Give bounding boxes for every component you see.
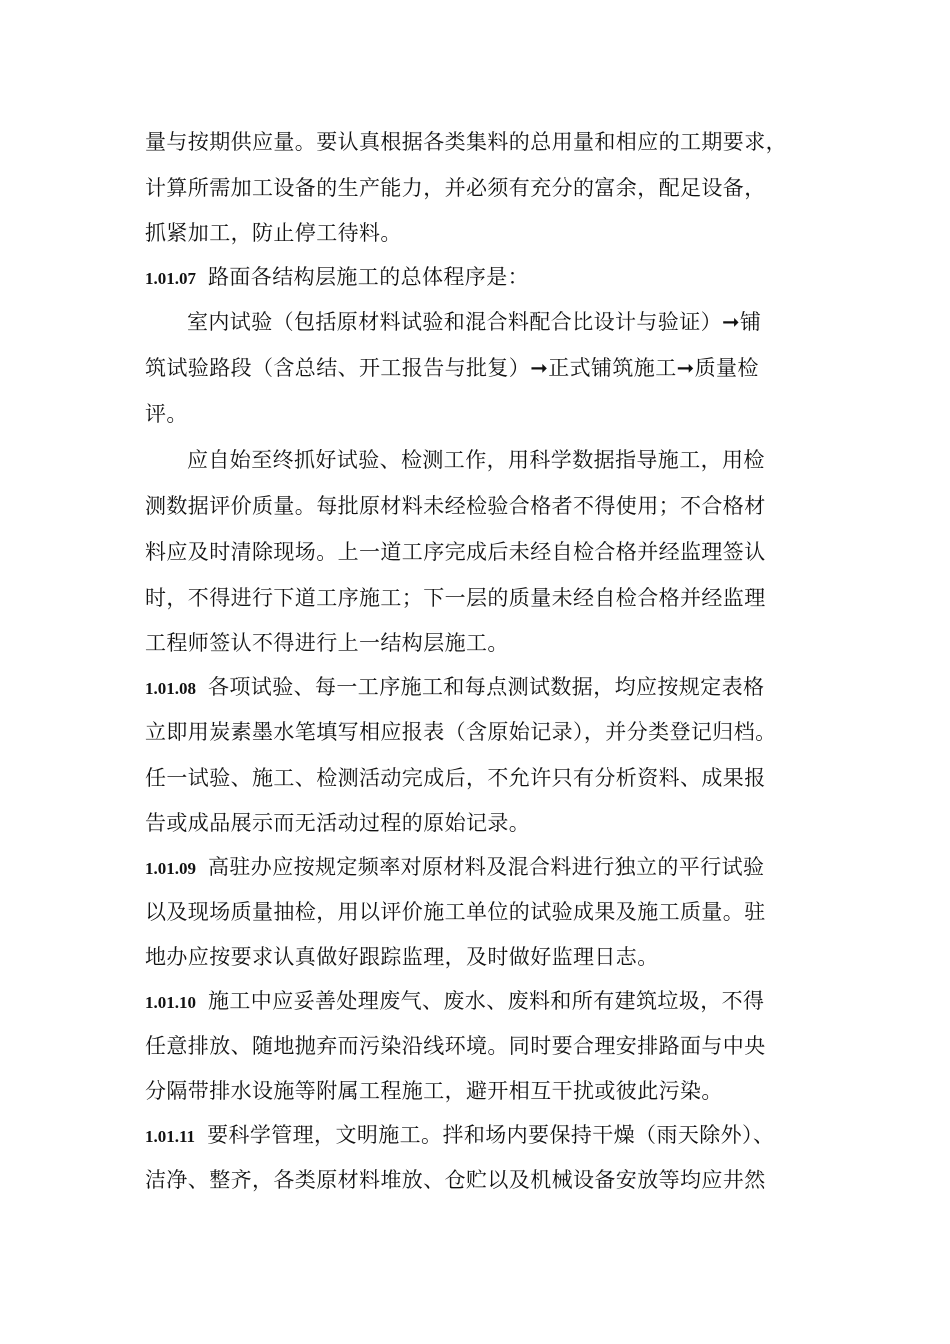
- section-text: 施工中应妥善处理废气、废水、废料和所有建筑垃圾，不得: [208, 989, 765, 1013]
- section-1-01-08-first-line: [145, 665, 835, 709]
- section-number: 1.01.10: [145, 993, 196, 1012]
- text-line: 量与按期供应量。要认真根据各类集料的总用量和相应的工期要求，: [145, 130, 787, 154]
- text-line: 以及现场质量抽检，用以评价施工单位的试验成果及施工质量。驻: [145, 900, 766, 924]
- section-number: 1.01.11: [145, 1127, 196, 1146]
- text-line: 筑试验路段（含总结、开工报告与批复）➞正式铺筑施工➞质量检: [145, 356, 759, 380]
- section-heading-1-01-07: [145, 255, 835, 299]
- section-text: 各项试验、每一工序施工和每点测试数据，均应按规定表格: [208, 675, 765, 699]
- text-line: 抓紧加工，防止停工待料。: [145, 221, 402, 245]
- section-1-01-10-first-line: [145, 979, 835, 1023]
- text-line: 应自始至终抓好试验、检测工作，用科学数据指导施工，用检: [187, 448, 765, 472]
- text-line: 告或成品展示而无活动过程的原始记录。: [145, 811, 531, 835]
- section-text: 高驻办应按规定频率对原材料及混合料进行独立的平行试验: [208, 855, 765, 879]
- text-line: 分隔带排水设施等附属工程施工，避开相互干扰或彼此污染。: [145, 1079, 723, 1103]
- text-line: 计算所需加工设备的生产能力，并必须有充分的富余，配足设备，: [145, 176, 766, 200]
- text-line: 评。: [145, 402, 188, 426]
- text-line: 立即用炭素墨水笔填写相应报表（含原始记录），并分类登记归档。: [145, 720, 777, 744]
- document-page: [145, 119, 835, 1203]
- section-1-01-11-first-line: [145, 1113, 835, 1157]
- section-heading-text: 路面各结构层施工的总体程序是：: [208, 265, 529, 289]
- section-number: 1.01.08: [145, 679, 196, 698]
- text-line: 室内试验（包括原材料试验和混合料配合比设计与验证）➞铺: [187, 310, 762, 334]
- section-number: 1.01.09: [145, 859, 196, 878]
- section-number: 1.01.07: [145, 269, 196, 288]
- text-line: 料应及时清除现场。上一道工序完成后未经自检合格并经监理签认: [145, 540, 766, 564]
- text-line: 工程师签认不得进行上一结构层施工。: [145, 631, 509, 655]
- text-line: 任一试验、施工、检测活动完成后，不允许只有分析资料、成果报: [145, 766, 766, 790]
- text-line: 时，不得进行下道工序施工；下一层的质量未经自检合格并经监理: [145, 586, 766, 610]
- text-line: 洁净、整齐，各类原材料堆放、仓贮以及机械设备安放等均应井然: [145, 1168, 766, 1192]
- text-line: 地办应按要求认真做好跟踪监理，及时做好监理日志。: [145, 945, 659, 969]
- text-line: 测数据评价质量。每批原材料未经检验合格者不得使用；不合格材: [145, 494, 766, 518]
- text-line: 任意排放、随地抛弃而污染沿线环境。同时要合理安排路面与中央: [145, 1034, 766, 1058]
- section-text: 要科学管理，文明施工。拌和场内要保持干燥（雨天除外）、: [207, 1123, 775, 1147]
- section-1-01-09-first-line: [145, 845, 835, 889]
